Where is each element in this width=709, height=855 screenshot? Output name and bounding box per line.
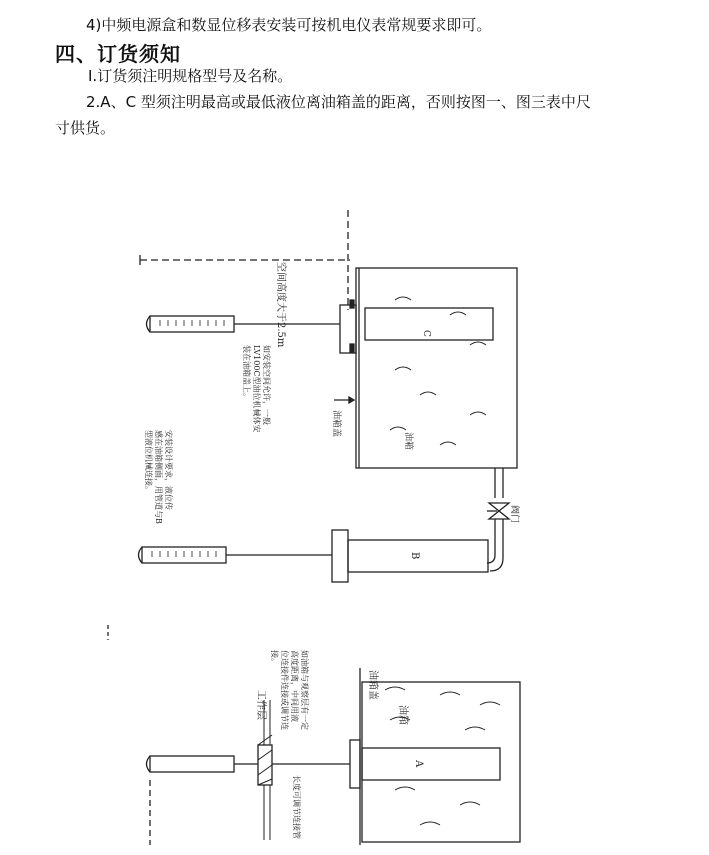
label-pipe: 长度可调节连接管 [292, 775, 301, 839]
gauge-c-scale [160, 320, 224, 326]
note-mid-3: 型液位机械连接。 [144, 430, 153, 494]
label-tank-bottom: 油箱 [397, 705, 408, 725]
section-heading: 四、订货须知 [55, 42, 181, 66]
tank-b-group [139, 468, 510, 582]
label-b: B [409, 552, 420, 560]
bolt [350, 300, 354, 308]
order-item-2-line-2: 寸供货。 [55, 119, 116, 137]
pipe-elbow [487, 519, 503, 571]
note-top-3: 装在油箱盖上。 [242, 345, 251, 401]
note-bottom-3: 位连接件连接或调节连 [280, 650, 289, 730]
note-bottom-1: 如油箱与观察层有一定 [300, 650, 309, 730]
note-bottom-4: 接。 [270, 650, 279, 666]
power-box-line: 4)中频电源盒和数显位移表安装可按机电仪表常规要求即可。 [86, 16, 492, 34]
note-mid-1: 安装设计要求，液位传 [164, 430, 173, 510]
label-a: A [413, 760, 424, 768]
label-tank-top: 油箱 [403, 432, 413, 451]
flange-a [350, 740, 360, 788]
gauge-a [150, 756, 234, 772]
tank-a-group [108, 625, 520, 845]
label-valve: 阀门 [509, 505, 519, 524]
label-lid-top: 油箱盖 [331, 410, 341, 438]
arrow-head [349, 397, 354, 403]
note-mid-2: 感在油箱侧面，用管道与B [154, 430, 163, 524]
note-bottom-2: 高度距离，中间用液 [290, 650, 299, 722]
liquid-waves [390, 297, 486, 445]
tank-c [356, 268, 517, 468]
sensor-tube-a [362, 748, 500, 780]
label-c: C [421, 330, 431, 337]
label-height: 空间高度大于2.5m [275, 262, 286, 348]
tank-c-group [140, 210, 517, 468]
tank-a [362, 682, 520, 842]
order-item-1: Ⅰ.订货须注明规格型号及名称。 [88, 67, 293, 85]
order-item-2-line-1: 2.A、C 型须注明最高或最低液位离油箱盖的距离，否则按图一、图三表中尺 [86, 93, 591, 111]
flange-b [332, 530, 348, 582]
label-lid-bottom: 油箱盖 [367, 670, 378, 700]
label-work-layer: 工作层 [255, 690, 266, 720]
note-top-1: 如安装空间允许，一般 [262, 345, 271, 425]
bolt [350, 344, 354, 352]
pipe-c-b [495, 468, 503, 498]
gauge-b-scale [152, 551, 216, 557]
note-top-2: LV100C型油位机械体安 [252, 345, 261, 433]
